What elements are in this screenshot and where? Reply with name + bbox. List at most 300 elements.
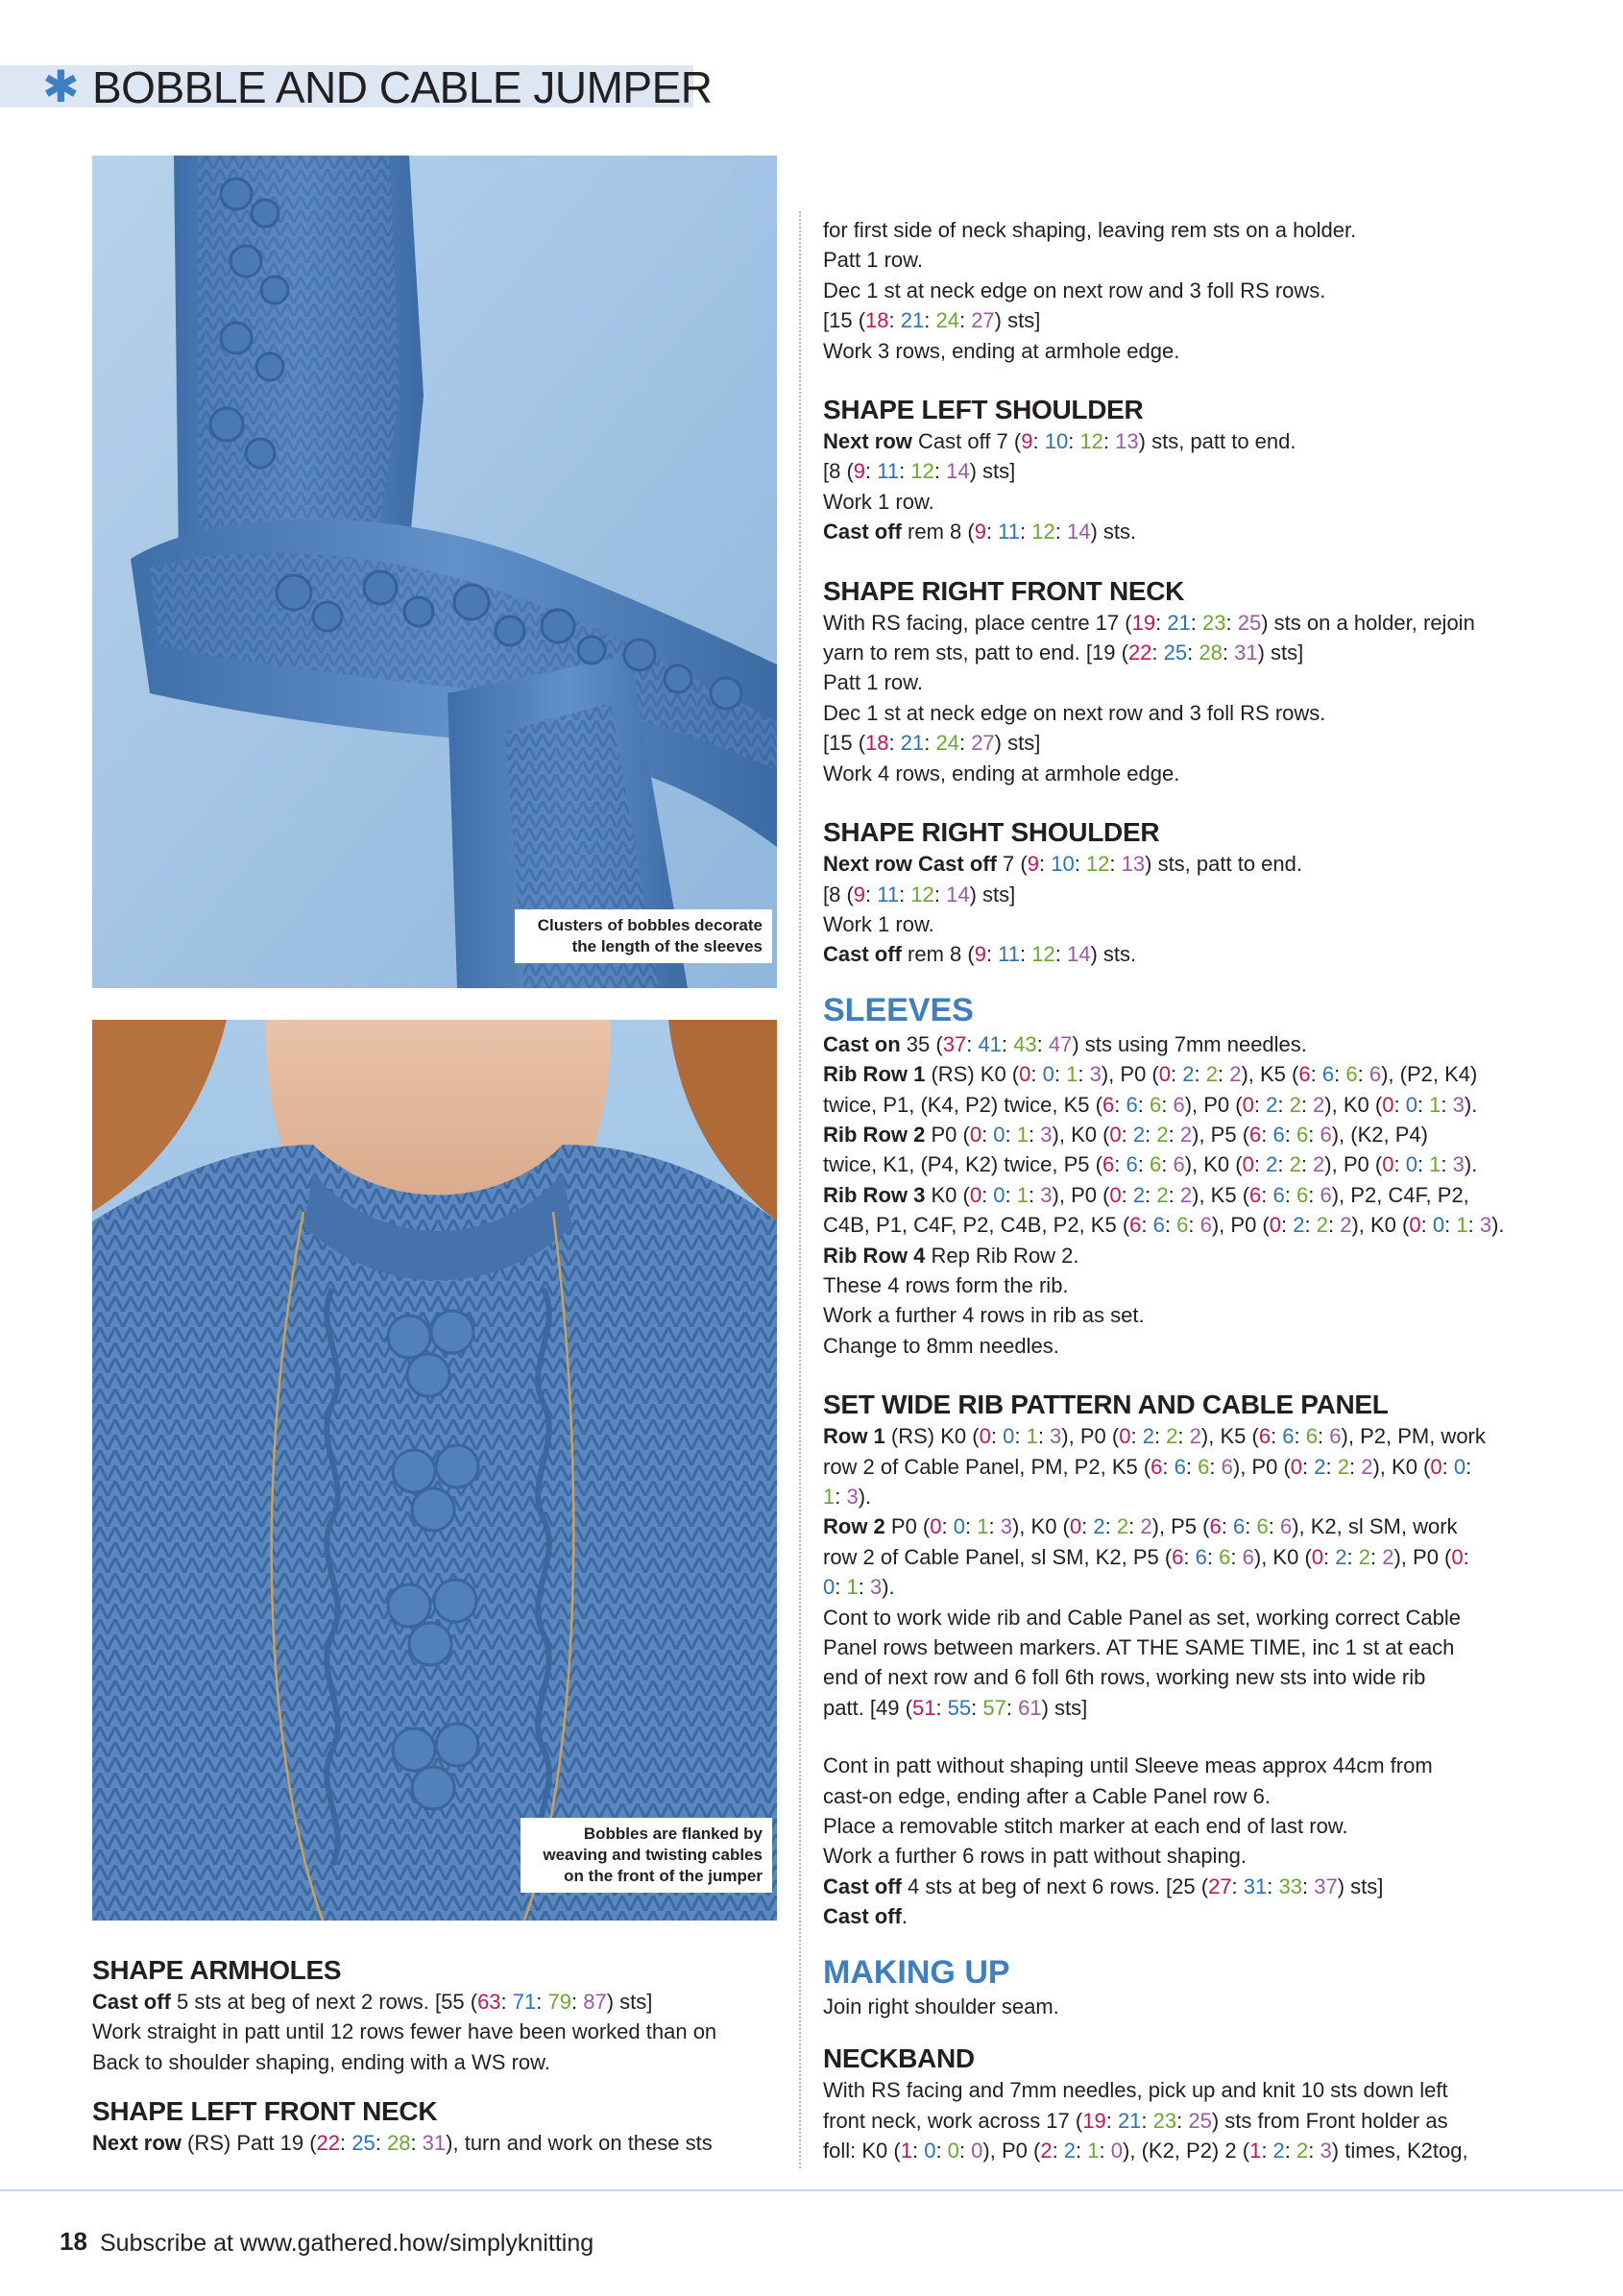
instruction-line: [8 (9: 11: 12: 14) sts] <box>823 882 1016 906</box>
text-span: 2 <box>1132 1122 1146 1147</box>
text-span: ), turn and work on these sts <box>446 2131 713 2156</box>
text-span: P0 ( <box>884 1514 931 1539</box>
text-span: 0 <box>993 1122 1005 1147</box>
text-span: ), K0 ( <box>1372 1454 1431 1479</box>
instruction-line: Work straight in patt until 12 rows fewer have been worked than on <box>92 2019 717 2044</box>
caption-line: Clusters of bobbles decorate <box>537 916 763 934</box>
text-span: 1 <box>1249 2138 1262 2163</box>
instruction-line: Join right shoulder seam. <box>823 1994 1059 2018</box>
text-span: ), K0 ( <box>1324 1092 1383 1117</box>
text-span: 0 <box>1242 1092 1254 1117</box>
sleeve-photo <box>92 156 777 988</box>
instruction-line <box>823 1241 1514 1270</box>
text-span: 2 <box>1166 1424 1178 1449</box>
section-heading: SHAPE RIGHT FRONT NECK <box>823 575 1185 606</box>
text-span: 31 <box>1234 640 1258 665</box>
text-span: 4 sts at beg of next 6 rows. [25 ( <box>901 1873 1209 1898</box>
text-span: 6 <box>1298 1062 1311 1087</box>
text-span: 31 <box>1243 1873 1268 1898</box>
text-span: foll: K0 ( <box>823 2138 901 2163</box>
text-span: 9 <box>1027 852 1039 877</box>
text-span: 2 <box>1179 1182 1193 1207</box>
text-span: 6 <box>1221 1454 1233 1479</box>
caption-line: the length of the sleeves <box>571 937 763 955</box>
text-span: 19 <box>1082 2108 1106 2133</box>
instruction-line: Work a further 6 rows in patt without shaping. <box>823 1844 1248 1869</box>
text-span: 11 <box>877 459 900 484</box>
text-span: Rep Rib Row 2. <box>925 1243 1079 1268</box>
text-span: 2 <box>1205 1062 1218 1087</box>
text-span: ). <box>1464 1152 1478 1177</box>
bold-label: Cast off <box>92 1990 171 2014</box>
instruction-line: Row 2 P0 (0: 0: 1: 3), K0 (0: 2: 2: 2), P5 (6: 6: 6: 6), K2, sl SM, work <box>823 1514 1458 1539</box>
asterisk-flower-icon: ✱ <box>42 60 80 112</box>
text-span: ), P2, C4F, P2, <box>1331 1182 1469 1207</box>
instruction-line: Cast off 5 sts at beg of next 2 rows. [55 (63: 71: 79: 87) sts] <box>92 1990 653 2014</box>
text-span: ), P0 ( <box>1393 1544 1452 1569</box>
instruction-line: Place a removable stitch marker at each end of last row. <box>823 1814 1348 1839</box>
instruction-line: Cont to work wide rib and Cable Panel as set, working correct Cable <box>823 1605 1461 1630</box>
text-span: 12 <box>1085 852 1110 877</box>
text-span: 6 <box>1249 1122 1262 1147</box>
text-span: 2 <box>1132 1182 1146 1207</box>
text-span: 24 <box>935 308 959 333</box>
text-span: 0 <box>953 1514 965 1539</box>
text-span: P0 ( <box>925 1122 970 1147</box>
instruction-line: Cast off 4 sts at beg of next 6 rows. [25 (27: 31: 33: 37) sts] <box>823 1873 1384 1898</box>
text-span: ) sts] <box>1257 640 1304 665</box>
text-span: 2 <box>1313 1092 1325 1117</box>
instruction-line: Dec 1 st at neck edge on next row and 3 foll RS rows. <box>823 700 1326 725</box>
text-span: ), K0 ( <box>1351 1213 1410 1238</box>
text-span: 2 <box>1266 1152 1278 1177</box>
text-span: 0 <box>1453 1454 1466 1479</box>
text-span: 10 <box>1051 852 1075 877</box>
text-span: row 2 of Cable Panel, sl SM, K2, P5 ( <box>823 1544 1173 1569</box>
text-span: 6 <box>1369 1062 1382 1087</box>
instruction-line: Work 1 row. <box>823 489 934 514</box>
instruction-line: for first side of neck shaping, leaving rem sts on a holder. <box>823 218 1357 242</box>
instruction-line: yarn to rem sts, patt to end. [19 (22: 25: 28: 31) sts] <box>823 640 1304 665</box>
text-span: 35 ( <box>900 1031 943 1056</box>
bold-label: Cast on <box>823 1031 901 1056</box>
text-span: ), K5 ( <box>1200 1424 1259 1449</box>
text-span: 14 <box>1066 520 1091 544</box>
text-span: 0 <box>1311 1544 1324 1569</box>
bold-label: Cast off <box>823 1904 902 1929</box>
text-span: 2 <box>1335 1544 1347 1569</box>
text-span: 14 <box>946 882 970 906</box>
text-span: ), P2, PM, work <box>1341 1424 1486 1449</box>
text-span: 37 <box>942 1031 967 1056</box>
text-span: 0 <box>993 1182 1005 1207</box>
text-span: 6 <box>1219 1544 1231 1569</box>
text-span: 22 <box>1127 640 1152 665</box>
instruction-line: row 2 of Cable Panel, sl SM, K2, P5 (6: 6: 6: 6), K0 (0: 2: 2: 2), P0 (0: <box>823 1544 1469 1569</box>
text-span: ) sts on a holder, rejoin <box>1261 610 1475 635</box>
text-span: 51 <box>911 1695 936 1720</box>
text-span: 3 <box>1000 1514 1012 1539</box>
text-span: 23 <box>1202 610 1226 635</box>
text-span: 6 <box>1242 1544 1254 1569</box>
text-span: 0 <box>1003 1424 1015 1449</box>
text-span: 13 <box>1115 429 1139 454</box>
bold-label: Cast off <box>823 520 902 544</box>
instruction-line: Panel rows between markers. AT THE SAME TIME, inc 1 st at each <box>823 1635 1455 1660</box>
section-heading: SHAPE RIGHT SHOULDER <box>823 817 1160 848</box>
text-span: ) sts. <box>1090 942 1137 967</box>
instruction-line: [15 (18: 21: 24: 27) sts] <box>823 308 1041 333</box>
text-span: 2 <box>1116 1514 1129 1539</box>
text-span: 2 <box>1314 1454 1326 1479</box>
instruction-line: With RS facing, place centre 17 (19: 21: 23: 25) sts on a holder, rejoin <box>823 610 1475 635</box>
text-span: 2 <box>1289 1092 1301 1117</box>
text-span: 25 <box>1163 640 1188 665</box>
text-span: 87 <box>583 1990 607 2014</box>
text-span: Cast off 7 ( <box>911 429 1022 454</box>
bold-label: Cast off <box>823 942 902 967</box>
instruction-line <box>823 1901 1514 1931</box>
text-span: 6 <box>1102 1152 1115 1177</box>
instruction-line: With RS facing and 7mm needles, pick up and knit 10 sts down left <box>823 2078 1448 2103</box>
text-span: 6 <box>1199 1213 1212 1238</box>
text-span: 7 ( <box>996 852 1028 877</box>
bold-label: Rib Row 1 <box>823 1062 926 1087</box>
text-span: 27 <box>1208 1873 1232 1898</box>
text-span: 6 <box>1172 1544 1184 1569</box>
subscribe-link[interactable]: Subscribe at www.gathered.how/simplyknitting <box>100 2230 594 2257</box>
instruction-line: Work 1 row. <box>823 911 934 936</box>
instruction-line: Dec 1 st at neck edge on next row and 3 foll RS rows. <box>823 278 1326 302</box>
text-span: 9 <box>974 942 986 967</box>
text-span: row 2 of Cable Panel, PM, P2, K5 ( <box>823 1454 1151 1479</box>
text-span: 0 <box>947 2138 959 2163</box>
text-span: 2 <box>1293 1213 1305 1238</box>
text-span: 6 <box>1173 1092 1185 1117</box>
text-span: 6 <box>1296 1122 1309 1147</box>
text-span: 0 <box>1242 1152 1254 1177</box>
text-span: (RS) K0 ( <box>884 1424 980 1449</box>
text-span: 5 sts at beg of next 2 rows. [55 ( <box>170 1990 478 2014</box>
instruction-line: These 4 rows form the rib. <box>823 1272 1069 1297</box>
instruction-line: Work a further 4 rows in rib as set. <box>823 1303 1145 1328</box>
text-span: 0 <box>979 1424 991 1449</box>
text-span: [8 ( <box>823 882 854 906</box>
text-span: With RS facing, place centre 17 ( <box>823 610 1132 635</box>
instruction-line: front neck, work across 17 (19: 21: 23: 25) sts from Front holder as <box>823 2108 1448 2133</box>
text-span: 6 <box>1174 1454 1186 1479</box>
text-span: 25 <box>1188 2108 1212 2133</box>
text-span: 9 <box>974 520 986 544</box>
text-span: [8 ( <box>823 459 854 484</box>
text-span: 2 <box>1182 1062 1195 1087</box>
text-span: ) sts. <box>1090 520 1137 544</box>
text-span: 14 <box>1066 942 1091 967</box>
text-span: 0 <box>969 1122 982 1147</box>
text-span: rem 8 ( <box>901 520 975 544</box>
bold-label: Next row Cast off <box>823 852 997 877</box>
instruction-line: Row 1 (RS) K0 (0: 0: 1: 3), P0 (0: 2: 2: 2), K5 (6: 6: 6: 6), P2, PM, work <box>823 1424 1486 1449</box>
instruction-line: Change to 8mm needles. <box>823 1333 1059 1358</box>
text-span: 1 <box>1087 2138 1100 2163</box>
text-span: 6 <box>1272 1122 1285 1147</box>
instruction-line: Next row Cast off 7 (9: 10: 12: 13) sts, patt to end. <box>823 429 1296 454</box>
instruction-line: 0: 1: 3). <box>823 1575 895 1600</box>
instruction-line: Cast off rem 8 (9: 11: 12: 14) sts. <box>823 520 1137 544</box>
text-span: ) sts] <box>994 308 1041 333</box>
instruction-line: Back to shoulder shaping, ending with a WS row. <box>92 2049 550 2074</box>
text-span: yarn to rem sts, patt to end. [19 ( <box>823 640 1128 665</box>
text-span: 2 <box>1340 1213 1352 1238</box>
text-span: 24 <box>935 731 959 756</box>
text-span: 2 <box>1296 2138 1309 2163</box>
bold-label: Row 2 <box>823 1514 885 1539</box>
text-span: 2 <box>1229 1062 1242 1087</box>
photo-caption <box>521 1818 772 1893</box>
text-span: 0 <box>1109 1122 1122 1147</box>
text-span: ), P0 ( <box>1052 1182 1110 1207</box>
caption-line: weaving and twisting cables <box>543 1846 763 1864</box>
text-span: 6 <box>1198 1454 1210 1479</box>
text-span: 28 <box>386 2131 411 2156</box>
text-span: 3 <box>1089 1062 1102 1087</box>
instruction-line: Rib Row 1 (RS) K0 (0: 0: 1: 3), P0 (0: 2: 2: 2), K5 (6: 6: 6: 6), (P2, K4) <box>823 1062 1478 1087</box>
text-span: ), K0 ( <box>1184 1152 1243 1177</box>
text-span: ) sts using 7mm needles. <box>1072 1031 1307 1056</box>
text-span: 33 <box>1278 1873 1302 1898</box>
instruction-line: foll: K0 (1: 0: 0: 0), P0 (2: 2: 1: 0), (K2, P2) 2 (1: 2: 2: 3) times, K2tog, <box>823 2138 1468 2163</box>
page-number: 18 <box>60 2227 87 2256</box>
text-span: 6 <box>1151 1454 1163 1479</box>
text-span: 3 <box>1320 2138 1332 2163</box>
text-span: ) sts] <box>969 459 1016 484</box>
text-span: 0 <box>930 1514 942 1539</box>
text-span: 2 <box>1337 1454 1349 1479</box>
text-span: 1 <box>977 1514 989 1539</box>
text-span: 2 <box>1093 1514 1105 1539</box>
text-span: 2 <box>1289 1152 1301 1177</box>
text-span: ). <box>882 1575 895 1600</box>
instruction-line: C4B, P1, C4F, P2, C4B, P2, K5 (6: 6: 6: 6), P0 (0: 2: 2: 2), K0 (0: 0: 1: 3). <box>823 1213 1505 1238</box>
text-span: ), K5 ( <box>1241 1062 1299 1087</box>
text-span: 1 <box>1026 1424 1038 1449</box>
instruction-line: Rib Row 3 K0 (0: 0: 1: 3), P0 (0: 2: 2: 2), K5 (6: 6: 6: 6), P2, C4F, P2, <box>823 1182 1469 1207</box>
section-heading: SHAPE LEFT SHOULDER <box>823 395 1144 425</box>
text-span: 2 <box>1156 1122 1169 1147</box>
text-span: rem 8 ( <box>901 942 975 967</box>
text-span: 3 <box>869 1575 883 1600</box>
text-span: 6 <box>1176 1213 1189 1238</box>
text-span: front neck, work across 17 ( <box>823 2108 1083 2133</box>
text-span: 6 <box>1256 1514 1269 1539</box>
text-span: 2 <box>1156 1182 1169 1207</box>
text-span: 6 <box>1282 1424 1295 1449</box>
text-span: 11 <box>998 520 1021 544</box>
text-span: 6 <box>1149 1092 1162 1117</box>
text-span: 6 <box>1102 1092 1115 1117</box>
text-span: ) sts] <box>1337 1873 1384 1898</box>
text-span: 0 <box>1019 1062 1031 1087</box>
text-span: 1 <box>823 1485 836 1509</box>
right-text-column <box>823 215 1514 2165</box>
text-span: ), K0 ( <box>1253 1544 1312 1569</box>
text-span: 6 <box>1173 1152 1185 1177</box>
text-span: 0 <box>1042 1062 1054 1087</box>
jumper-photo <box>92 1020 777 1921</box>
text-span: 2 <box>1179 1122 1193 1147</box>
text-span: 1 <box>1456 1213 1468 1238</box>
text-span: ), P0 ( <box>1324 1152 1383 1177</box>
text-span: 1 <box>1066 1062 1078 1087</box>
text-span: ), P5 ( <box>1192 1122 1250 1147</box>
text-span: ), (K2, P2) 2 ( <box>1123 2138 1250 2163</box>
text-span: 1 <box>1429 1092 1441 1117</box>
instruction-line: Rib Row 2 P0 (0: 0: 1: 3), K0 (0: 2: 2: 2), P5 (6: 6: 6: 6), (K2, P4) <box>823 1122 1428 1147</box>
text-span: ), K0 ( <box>1052 1122 1110 1147</box>
text-span: ) sts, patt to end. <box>1138 429 1296 454</box>
text-span: ). <box>858 1485 872 1509</box>
text-span: ), P0 ( <box>1101 1062 1159 1087</box>
text-span: 0 <box>1119 1424 1131 1449</box>
text-span: 6 <box>1258 1424 1272 1449</box>
text-span: ), P0 ( <box>1232 1454 1291 1479</box>
text-span: 12 <box>910 882 934 906</box>
instruction-line: Patt 1 row. <box>823 248 923 273</box>
text-span: 1 <box>1429 1152 1441 1177</box>
text-span: 0 <box>1109 1182 1122 1207</box>
bold-label: Row 1 <box>823 1424 885 1449</box>
text-span: C4B, P1, C4F, P2, C4B, P2, K5 ( <box>823 1213 1130 1238</box>
section-heading: MAKING UP <box>823 1953 1010 1991</box>
bold-label: Rib Row 2 <box>823 1122 926 1147</box>
text-span: 61 <box>1018 1695 1042 1720</box>
text-span: 6 <box>1305 1424 1319 1449</box>
text-span: 9 <box>853 459 866 484</box>
instruction-line: Work 4 rows, ending at armhole edge. <box>823 761 1180 785</box>
text-span: 0 <box>1382 1152 1394 1177</box>
text-span: 3 <box>1452 1152 1465 1177</box>
text-span: 2 <box>1272 2138 1285 2163</box>
page-title: BOBBLE AND CABLE JUMPER <box>92 62 713 112</box>
text-span: 21 <box>900 308 925 333</box>
text-span: ), K2, sl SM, work <box>1292 1514 1458 1539</box>
text-span: 6 <box>1320 1182 1332 1207</box>
text-span: 1 <box>900 2138 912 2163</box>
text-span: 3 <box>1040 1122 1053 1147</box>
text-span: twice, K1, (P4, K2) twice, P5 ( <box>823 1152 1102 1177</box>
text-span: 27 <box>971 308 995 333</box>
text-span: 14 <box>946 459 970 484</box>
bold-label: Rib Row 4 <box>823 1243 926 1268</box>
text-span: 6 <box>1249 1182 1262 1207</box>
instruction-line: 1: 3). <box>823 1485 872 1509</box>
instruction-line: [8 (9: 11: 12: 14) sts] <box>823 459 1016 484</box>
text-span: ), (K2, P4) <box>1331 1122 1428 1147</box>
text-span: 0 <box>1269 1213 1281 1238</box>
text-span: 6 <box>1272 1182 1285 1207</box>
text-span: 63 <box>477 1990 501 2014</box>
text-span: ) sts] <box>994 731 1041 756</box>
instruction-line: row 2 of Cable Panel, PM, P2, K5 (6: 6: 6: 6), P0 (0: 2: 2: 2), K0 (0: 0: <box>823 1454 1472 1479</box>
text-span: 6 <box>1345 1062 1358 1087</box>
text-span: 18 <box>865 731 889 756</box>
text-span: 2 <box>1266 1092 1278 1117</box>
text-span: 31 <box>422 2131 447 2156</box>
text-span: 12 <box>1079 429 1103 454</box>
text-span: 6 <box>1152 1213 1165 1238</box>
bold-label: Next row <box>823 429 912 454</box>
text-span: ), K5 ( <box>1192 1182 1250 1207</box>
text-span: ) sts] <box>969 882 1016 906</box>
text-span: 6 <box>1129 1213 1142 1238</box>
instruction-line: Patt 1 row. <box>823 670 923 695</box>
bold-label: Rib Row 3 <box>823 1182 926 1207</box>
text-span: 41 <box>978 1031 1002 1056</box>
text-span: 0 <box>1290 1454 1303 1479</box>
instruction-line: Work 3 rows, ending at armhole edge. <box>823 338 1180 363</box>
photo-caption <box>515 909 772 963</box>
text-span: ). <box>1491 1213 1505 1238</box>
text-span: ), P5 ( <box>1151 1514 1210 1539</box>
text-span: 22 <box>316 2131 340 2156</box>
text-span: 0 <box>1069 1514 1082 1539</box>
text-span: 1 <box>1016 1122 1030 1147</box>
text-span: 25 <box>1237 610 1262 635</box>
text-span: ) sts] <box>1041 1695 1088 1720</box>
text-span: ), P0 ( <box>982 2138 1041 2163</box>
text-span: 3 <box>1050 1424 1062 1449</box>
text-span: 2 <box>1142 1424 1154 1449</box>
text-span: 47 <box>1048 1031 1073 1056</box>
text-span: 2 <box>1313 1152 1325 1177</box>
instruction-line: Next row (RS) Patt 19 (22: 25: 28: 31), turn and work on these sts <box>92 2131 713 2156</box>
text-span: 9 <box>853 882 866 906</box>
text-span: ), (P2, K4) <box>1381 1062 1478 1087</box>
text-span: 55 <box>947 1695 972 1720</box>
text-span: 11 <box>877 882 900 906</box>
text-span: ), P0 ( <box>1184 1092 1243 1117</box>
bold-label: Next row <box>92 2131 182 2156</box>
text-span: 2 <box>1140 1514 1152 1539</box>
text-span: 0 <box>1451 1544 1464 1569</box>
text-span: 6 <box>1329 1424 1342 1449</box>
text-span: twice, P1, (K4, P2) twice, K5 ( <box>823 1092 1102 1117</box>
section-heading: SET WIDE RIB PATTERN AND CABLE PANEL <box>823 1390 1389 1420</box>
text-span: K0 ( <box>925 1182 970 1207</box>
text-span: 28 <box>1199 640 1223 665</box>
text-span: 79 <box>547 1990 571 2014</box>
instruction-line: twice, P1, (K4, P2) twice, K5 (6: 6: 6: 6), P0 (0: 2: 2: 2), K0 (0: 0: 1: 3). <box>823 1092 1478 1117</box>
text-span: 6 <box>1209 1514 1222 1539</box>
text-span: 2 <box>1040 2138 1053 2163</box>
instruction-line: patt. [49 (51: 55: 57: 61) sts] <box>823 1695 1088 1720</box>
text-span: 25 <box>351 2131 375 2156</box>
text-span: 0 <box>1409 1213 1421 1238</box>
text-span: 1 <box>846 1575 859 1600</box>
left-text-column <box>92 1954 776 2159</box>
footer-rule <box>0 2189 1623 2191</box>
text-span: 6 <box>1126 1092 1138 1117</box>
text-span: . <box>901 1904 908 1929</box>
text-span: 0 <box>1405 1092 1417 1117</box>
text-span: 0 <box>969 1182 982 1207</box>
text-span: 11 <box>998 942 1021 967</box>
caption-line: on the front of the jumper <box>564 1867 763 1885</box>
section-heading: SHAPE LEFT FRONT NECK <box>92 2096 438 2127</box>
text-span: 0 <box>823 1575 836 1600</box>
text-span: 6 <box>1195 1544 1207 1569</box>
text-span: 0 <box>1158 1062 1171 1087</box>
